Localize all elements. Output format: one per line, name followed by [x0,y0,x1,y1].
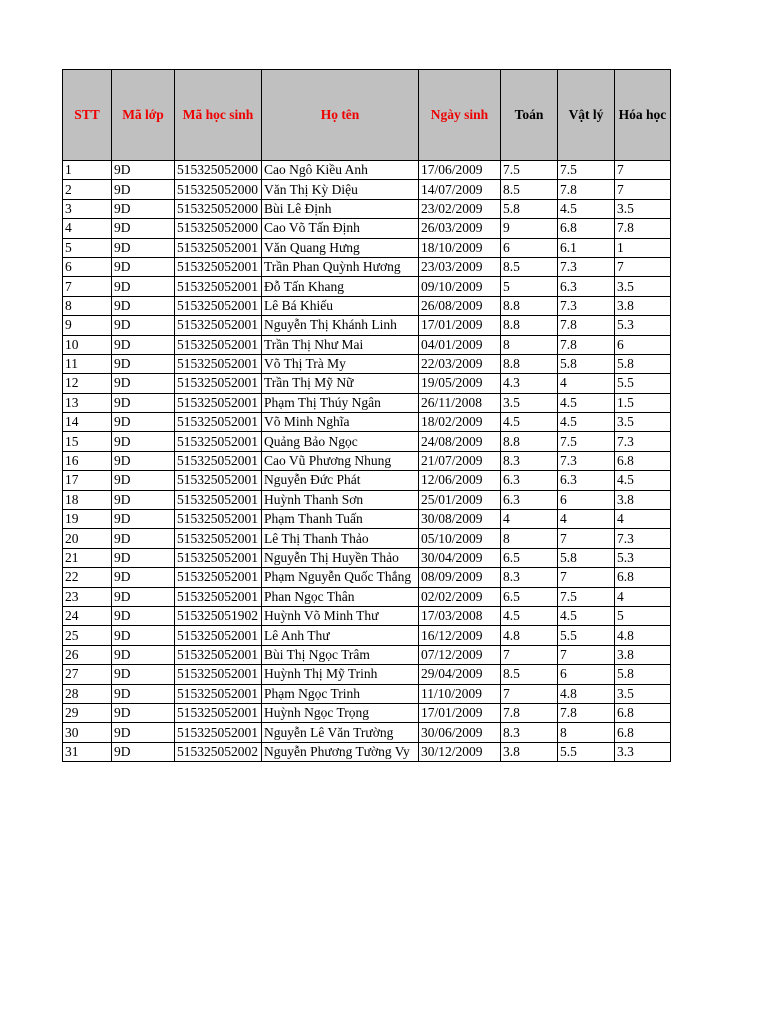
cell-class-code: 9D [112,432,175,451]
cell-student-code: 515325052001 [175,684,262,703]
cell-class-code: 9D [112,548,175,567]
cell-student-code: 515325052001 [175,316,262,335]
cell-math: 8.8 [501,296,558,315]
cell-student-code: 515325052001 [175,626,262,645]
table-row [63,665,671,684]
cell-physics: 7.5 [558,432,615,451]
cell-birth-date: 29/04/2009 [419,665,501,684]
cell-class-code: 9D [112,199,175,218]
cell-chemistry: 6.8 [615,723,671,742]
cell-stt: 21 [63,548,112,567]
cell-class-code: 9D [112,219,175,238]
cell-student-code: 515325052001 [175,490,262,509]
cell-math: 4.3 [501,374,558,393]
cell-student-code: 515325052000 [175,161,262,180]
cell-chemistry: 5.5 [615,374,671,393]
cell-class-code: 9D [112,606,175,625]
cell-stt: 15 [63,432,112,451]
cell-physics: 6 [558,665,615,684]
header-birth-date: Ngày sinh [419,70,501,161]
cell-student-code: 515325051902 [175,606,262,625]
cell-stt: 11 [63,354,112,373]
cell-birth-date: 11/10/2009 [419,684,501,703]
cell-stt: 9 [63,316,112,335]
cell-full-name: Võ Thị Trà My [262,354,419,373]
cell-chemistry: 5.8 [615,354,671,373]
cell-stt: 23 [63,587,112,606]
cell-physics: 8 [558,723,615,742]
cell-stt: 30 [63,723,112,742]
cell-chemistry: 6.8 [615,703,671,722]
cell-math: 9 [501,219,558,238]
cell-full-name: Nguyễn Đức Phát [262,471,419,490]
cell-class-code: 9D [112,238,175,257]
cell-full-name: Nguyễn Phương Tường Vy [262,742,419,761]
cell-physics: 6.3 [558,277,615,296]
cell-chemistry: 7.8 [615,219,671,238]
table-row [63,199,671,218]
cell-birth-date: 17/06/2009 [419,161,501,180]
cell-chemistry: 3.8 [615,490,671,509]
cell-birth-date: 19/05/2009 [419,374,501,393]
cell-math: 7.5 [501,161,558,180]
cell-birth-date: 21/07/2009 [419,451,501,470]
header-stt: STT [63,70,112,161]
cell-math: 6 [501,238,558,257]
table-row [63,316,671,335]
cell-physics: 7.3 [558,257,615,276]
table-row [63,180,671,199]
cell-stt: 6 [63,257,112,276]
cell-chemistry: 4.8 [615,626,671,645]
cell-birth-date: 24/08/2009 [419,432,501,451]
cell-math: 3.5 [501,393,558,412]
cell-chemistry: 7 [615,161,671,180]
cell-math: 4 [501,510,558,529]
table-row [63,219,671,238]
cell-chemistry: 4.5 [615,471,671,490]
table-row [63,529,671,548]
cell-student-code: 515325052001 [175,335,262,354]
table-row [63,626,671,645]
cell-full-name: Huỳnh Võ Minh Thư [262,606,419,625]
cell-class-code: 9D [112,413,175,432]
table-row [63,606,671,625]
cell-physics: 7.8 [558,180,615,199]
cell-full-name: Văn Thị Kỳ Diệu [262,180,419,199]
cell-math: 7.8 [501,703,558,722]
cell-full-name: Trần Thị Như Mai [262,335,419,354]
cell-student-code: 515325052001 [175,451,262,470]
cell-student-code: 515325052001 [175,238,262,257]
table-row [63,645,671,664]
cell-birth-date: 17/01/2009 [419,316,501,335]
cell-birth-date: 05/10/2009 [419,529,501,548]
cell-birth-date: 17/01/2009 [419,703,501,722]
cell-student-code: 515325052001 [175,354,262,373]
cell-stt: 28 [63,684,112,703]
cell-math: 8 [501,529,558,548]
cell-birth-date: 22/03/2009 [419,354,501,373]
cell-physics: 6.1 [558,238,615,257]
cell-physics: 4.5 [558,413,615,432]
table-row [63,335,671,354]
cell-stt: 3 [63,199,112,218]
cell-class-code: 9D [112,316,175,335]
cell-full-name: Đỗ Tấn Khang [262,277,419,296]
cell-math: 7 [501,684,558,703]
cell-stt: 7 [63,277,112,296]
cell-math: 8.3 [501,568,558,587]
cell-class-code: 9D [112,684,175,703]
cell-stt: 10 [63,335,112,354]
cell-class-code: 9D [112,742,175,761]
cell-full-name: Bùi Thị Ngọc Trâm [262,645,419,664]
cell-math: 6.5 [501,587,558,606]
table-row [63,238,671,257]
table-row [63,296,671,315]
cell-full-name: Nguyễn Lê Văn Trường [262,723,419,742]
cell-chemistry: 3.3 [615,742,671,761]
cell-physics: 7.5 [558,161,615,180]
cell-birth-date: 14/07/2009 [419,180,501,199]
cell-math: 6.3 [501,471,558,490]
cell-physics: 4.5 [558,606,615,625]
table-row [63,568,671,587]
cell-stt: 5 [63,238,112,257]
cell-class-code: 9D [112,277,175,296]
cell-birth-date: 09/10/2009 [419,277,501,296]
cell-physics: 5.5 [558,742,615,761]
cell-birth-date: 30/12/2009 [419,742,501,761]
cell-class-code: 9D [112,490,175,509]
cell-full-name: Phạm Thị Thúy Ngân [262,393,419,412]
cell-full-name: Võ Minh Nghĩa [262,413,419,432]
cell-math: 8.5 [501,180,558,199]
cell-physics: 7.8 [558,703,615,722]
cell-physics: 5.8 [558,354,615,373]
table-row [63,510,671,529]
cell-class-code: 9D [112,161,175,180]
cell-stt: 1 [63,161,112,180]
cell-full-name: Cao Ngô Kiều Anh [262,161,419,180]
cell-chemistry: 6 [615,335,671,354]
cell-physics: 7 [558,568,615,587]
cell-class-code: 9D [112,568,175,587]
cell-student-code: 515325052001 [175,723,262,742]
cell-student-code: 515325052001 [175,374,262,393]
cell-math: 5 [501,277,558,296]
cell-student-code: 515325052001 [175,587,262,606]
cell-birth-date: 02/02/2009 [419,587,501,606]
cell-full-name: Cao Võ Tấn Định [262,219,419,238]
cell-stt: 22 [63,568,112,587]
cell-stt: 27 [63,665,112,684]
cell-stt: 13 [63,393,112,412]
cell-math: 8 [501,335,558,354]
cell-full-name: Trần Thị Mỹ Nữ [262,374,419,393]
cell-full-name: Phạm Ngọc Trinh [262,684,419,703]
header-math: Toán [501,70,558,161]
cell-class-code: 9D [112,451,175,470]
cell-chemistry: 5 [615,606,671,625]
cell-birth-date: 30/06/2009 [419,723,501,742]
cell-birth-date: 30/08/2009 [419,510,501,529]
cell-full-name: Huỳnh Thanh Sơn [262,490,419,509]
cell-chemistry: 5.8 [615,665,671,684]
cell-full-name: Cao Vũ Phương Nhung [262,451,419,470]
cell-birth-date: 18/10/2009 [419,238,501,257]
cell-full-name: Lê Bá Khiếu [262,296,419,315]
cell-birth-date: 30/04/2009 [419,548,501,567]
table-row [63,548,671,567]
table-row [63,413,671,432]
cell-physics: 4 [558,510,615,529]
cell-birth-date: 16/12/2009 [419,626,501,645]
cell-full-name: Phan Ngọc Thân [262,587,419,606]
cell-student-code: 515325052001 [175,568,262,587]
cell-stt: 12 [63,374,112,393]
cell-class-code: 9D [112,626,175,645]
cell-chemistry: 7.3 [615,432,671,451]
table-row [63,257,671,276]
cell-class-code: 9D [112,393,175,412]
cell-birth-date: 23/02/2009 [419,199,501,218]
cell-physics: 7.8 [558,316,615,335]
cell-chemistry: 7 [615,180,671,199]
cell-full-name: Phạm Nguyễn Quốc Thắng [262,568,419,587]
cell-stt: 26 [63,645,112,664]
cell-birth-date: 26/03/2009 [419,219,501,238]
cell-class-code: 9D [112,471,175,490]
table-row [63,684,671,703]
cell-stt: 19 [63,510,112,529]
cell-full-name: Phạm Thanh Tuấn [262,510,419,529]
cell-chemistry: 6.8 [615,451,671,470]
cell-student-code: 515325052001 [175,296,262,315]
table-row [63,374,671,393]
header-student-code: Mã học sinh [175,70,262,161]
header-physics: Vật lý [558,70,615,161]
cell-math: 8.8 [501,316,558,335]
cell-full-name: Văn Quang Hưng [262,238,419,257]
table-row [63,354,671,373]
table-row [63,432,671,451]
table-row [63,161,671,180]
cell-class-code: 9D [112,529,175,548]
cell-physics: 7.5 [558,587,615,606]
cell-chemistry: 4 [615,587,671,606]
cell-stt: 31 [63,742,112,761]
cell-full-name: Huỳnh Thị Mỹ Trinh [262,665,419,684]
cell-class-code: 9D [112,703,175,722]
cell-physics: 7 [558,529,615,548]
cell-stt: 2 [63,180,112,199]
cell-chemistry: 5.3 [615,548,671,567]
cell-math: 3.8 [501,742,558,761]
cell-full-name: Nguyễn Thị Khánh Linh [262,316,419,335]
cell-math: 8.5 [501,665,558,684]
cell-class-code: 9D [112,645,175,664]
cell-student-code: 515325052000 [175,219,262,238]
cell-stt: 4 [63,219,112,238]
cell-class-code: 9D [112,510,175,529]
header-chemistry: Hóa học [615,70,671,161]
cell-stt: 17 [63,471,112,490]
cell-physics: 7.8 [558,335,615,354]
cell-chemistry: 4 [615,510,671,529]
cell-full-name: Huỳnh Ngọc Trọng [262,703,419,722]
cell-physics: 5.8 [558,548,615,567]
cell-class-code: 9D [112,665,175,684]
cell-birth-date: 17/03/2008 [419,606,501,625]
cell-stt: 25 [63,626,112,645]
cell-stt: 24 [63,606,112,625]
cell-chemistry: 7.3 [615,529,671,548]
header-class-code: Mã lớp [112,70,175,161]
cell-birth-date: 23/03/2009 [419,257,501,276]
cell-class-code: 9D [112,587,175,606]
table-row [63,703,671,722]
cell-student-code: 515325052001 [175,703,262,722]
cell-stt: 18 [63,490,112,509]
cell-math: 8.3 [501,723,558,742]
cell-chemistry: 5.3 [615,316,671,335]
cell-physics: 7 [558,645,615,664]
cell-math: 8.3 [501,451,558,470]
cell-student-code: 515325052001 [175,510,262,529]
cell-physics: 5.5 [558,626,615,645]
cell-class-code: 9D [112,257,175,276]
cell-chemistry: 3.5 [615,277,671,296]
cell-chemistry: 3.5 [615,199,671,218]
cell-math: 6.3 [501,490,558,509]
cell-physics: 4.5 [558,393,615,412]
cell-student-code: 515325052001 [175,432,262,451]
cell-physics: 6 [558,490,615,509]
cell-student-code: 515325052000 [175,199,262,218]
cell-student-code: 515325052002 [175,742,262,761]
cell-birth-date: 26/08/2009 [419,296,501,315]
cell-full-name: Bùi Lê Định [262,199,419,218]
grade-table [62,69,671,762]
cell-chemistry: 1.5 [615,393,671,412]
cell-full-name: Lê Thị Thanh Thảo [262,529,419,548]
cell-stt: 20 [63,529,112,548]
table-body [63,161,671,762]
cell-stt: 16 [63,451,112,470]
cell-stt: 29 [63,703,112,722]
table-row [63,451,671,470]
cell-student-code: 515325052001 [175,393,262,412]
cell-class-code: 9D [112,354,175,373]
header-row [63,70,671,161]
table-row [63,723,671,742]
cell-physics: 7.3 [558,296,615,315]
cell-chemistry: 7 [615,257,671,276]
cell-physics: 6.8 [558,219,615,238]
cell-physics: 4.8 [558,684,615,703]
cell-birth-date: 04/01/2009 [419,335,501,354]
cell-class-code: 9D [112,374,175,393]
table-row [63,587,671,606]
cell-student-code: 515325052001 [175,413,262,432]
cell-math: 5.8 [501,199,558,218]
cell-physics: 7.3 [558,451,615,470]
cell-math: 7 [501,645,558,664]
table-row [63,742,671,761]
cell-full-name: Nguyễn Thị Huyền Thảo [262,548,419,567]
cell-full-name: Lê Anh Thư [262,626,419,645]
cell-birth-date: 18/02/2009 [419,413,501,432]
table-row [63,471,671,490]
cell-math: 4.5 [501,606,558,625]
cell-student-code: 515325052001 [175,277,262,296]
cell-student-code: 515325052001 [175,529,262,548]
cell-chemistry: 6.8 [615,568,671,587]
cell-student-code: 515325052001 [175,665,262,684]
cell-math: 8.8 [501,432,558,451]
cell-student-code: 515325052001 [175,257,262,276]
cell-physics: 4.5 [558,199,615,218]
cell-class-code: 9D [112,335,175,354]
cell-birth-date: 08/09/2009 [419,568,501,587]
table-row [63,277,671,296]
table-row [63,490,671,509]
cell-chemistry: 1 [615,238,671,257]
cell-full-name: Quảng Bảo Ngọc [262,432,419,451]
cell-chemistry: 3.5 [615,684,671,703]
cell-chemistry: 3.8 [615,296,671,315]
cell-student-code: 515325052001 [175,548,262,567]
cell-birth-date: 12/06/2009 [419,471,501,490]
cell-math: 6.5 [501,548,558,567]
cell-physics: 6.3 [558,471,615,490]
cell-class-code: 9D [112,180,175,199]
cell-physics: 4 [558,374,615,393]
cell-full-name: Trần Phan Quỳnh Hương [262,257,419,276]
header-full-name: Họ tên [262,70,419,161]
cell-math: 4.5 [501,413,558,432]
cell-student-code: 515325052001 [175,471,262,490]
cell-student-code: 515325052000 [175,180,262,199]
cell-math: 8.8 [501,354,558,373]
cell-class-code: 9D [112,296,175,315]
cell-birth-date: 26/11/2008 [419,393,501,412]
cell-chemistry: 3.5 [615,413,671,432]
cell-student-code: 515325052001 [175,645,262,664]
cell-stt: 8 [63,296,112,315]
cell-birth-date: 25/01/2009 [419,490,501,509]
table-row [63,393,671,412]
cell-stt: 14 [63,413,112,432]
cell-math: 8.5 [501,257,558,276]
cell-class-code: 9D [112,723,175,742]
cell-chemistry: 3.8 [615,645,671,664]
cell-birth-date: 07/12/2009 [419,645,501,664]
cell-math: 4.8 [501,626,558,645]
